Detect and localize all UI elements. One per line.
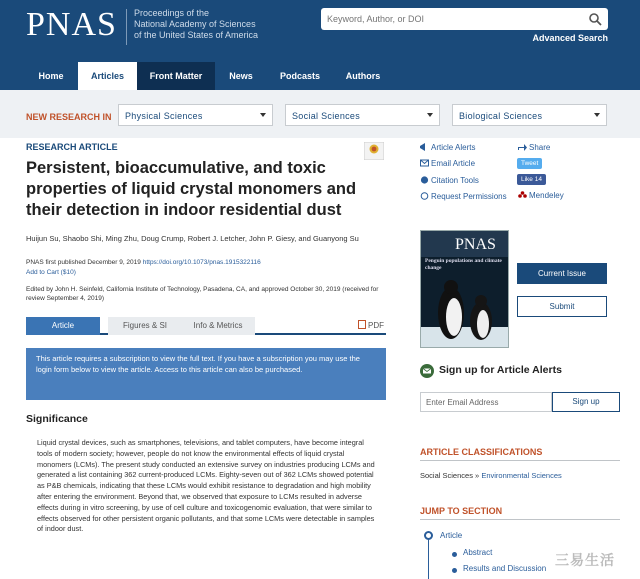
tab-article[interactable]: Article — [26, 317, 100, 335]
section-marker — [424, 531, 433, 540]
subscription-notice: This article requires a subscription to view the full text. If you have a subscription you may use the login form below to view the article. Access to this article can also be purchased. — [26, 348, 386, 400]
signup-button[interactable]: Sign up — [552, 392, 620, 412]
request-permissions-link[interactable] — [420, 192, 507, 201]
jump-heading: JUMP TO SECTION — [420, 506, 503, 516]
watermark: 三易生活 — [555, 552, 615, 568]
search-icon[interactable] — [588, 12, 602, 26]
tweet-button[interactable]: Tweet — [517, 158, 542, 169]
chevron-down-icon — [260, 113, 266, 117]
nav-articles[interactable]: Articles — [78, 62, 137, 90]
select-value: Biological Sciences — [459, 111, 543, 121]
tagline-line: of the United States of America — [134, 30, 259, 40]
article-alerts-link[interactable] — [420, 143, 475, 152]
jump-results[interactable]: Results and Discussion — [463, 564, 547, 573]
nav-authors[interactable]: Authors — [345, 71, 381, 81]
article-type: RESEARCH ARTICLE — [26, 142, 118, 152]
nav-home[interactable]: Home — [38, 71, 64, 81]
nav-news[interactable]: News — [229, 71, 253, 81]
citation-tools-link[interactable] — [420, 176, 479, 185]
site-tagline — [134, 8, 284, 41]
logo-divider — [126, 9, 127, 45]
envelope-icon — [420, 159, 429, 167]
nav-podcasts[interactable]: Podcasts — [279, 71, 321, 81]
mendeley-link[interactable] — [518, 191, 564, 200]
tool-label: Email Article — [431, 159, 476, 168]
divider — [420, 460, 620, 461]
section-dot — [452, 552, 457, 557]
publication-info — [26, 259, 261, 266]
physical-sciences-select[interactable] — [118, 104, 273, 126]
tab-info-metrics[interactable]: Info & Metrics — [181, 317, 255, 335]
article-title: Persistent, bioaccumulative, and toxic properties of liquid crystal monomers and their detection in indoor residential dust — [26, 159, 357, 219]
biological-sciences-select[interactable] — [452, 104, 607, 126]
current-issue-button[interactable]: Current Issue — [517, 263, 607, 284]
share-label: Share — [529, 143, 551, 152]
cover-subtitle: Penguin populations and climate change — [425, 258, 502, 271]
megaphone-icon — [420, 143, 429, 151]
edited-by: Edited by John H. Seinfeld, California Institute of Technology, Pasadena, CA, and approved October 30, 2019 (received for review September 4, 2019) — [26, 286, 379, 302]
article-tabs — [26, 317, 386, 335]
site-header — [0, 0, 640, 62]
published-date: PNAS first published December 9, 2019 — [26, 259, 141, 266]
cover-logo: PNAS — [455, 236, 496, 253]
chevron-down-icon — [594, 113, 600, 117]
tagline-line: National Academy of Sciences — [134, 19, 256, 29]
like-button[interactable] — [517, 174, 546, 185]
pdf-icon — [358, 320, 366, 329]
section-dot — [452, 568, 457, 573]
class-category[interactable]: Social Sciences — [420, 471, 473, 480]
tagline-line: Proceedings of the — [134, 8, 210, 18]
nav-front-matter[interactable]: Front Matter — [137, 62, 215, 90]
divider — [420, 519, 620, 520]
mendeley-label: Mendeley — [529, 191, 564, 200]
doi-link[interactable]: https://doi.org/10.1073/pnas.1915322116 — [142, 259, 261, 266]
classifications-heading: ARTICLE CLASSIFICATIONS — [420, 447, 543, 457]
classification-path — [420, 471, 562, 480]
tool-label: Citation Tools — [431, 176, 479, 185]
alerts-heading: Sign up for Article Alerts — [439, 364, 562, 376]
submit-button[interactable]: Submit — [517, 296, 607, 317]
author-list[interactable]: Huijun Su, Shaobo Shi, Ming Zhu, Doug Crump, Robert J. Letcher, John P. Giesy, and Guanyong Su — [26, 234, 359, 243]
journal-cover[interactable] — [420, 230, 509, 348]
like-label: Like — [521, 176, 533, 183]
quote-icon — [420, 176, 429, 184]
add-to-cart-link[interactable]: Add to Cart ($10) — [26, 269, 76, 276]
class-separator: » — [475, 471, 480, 480]
jump-abstract[interactable]: Abstract — [463, 548, 493, 557]
tool-label: Article Alerts — [431, 143, 476, 152]
chevron-down-icon — [427, 113, 433, 117]
pdf-link[interactable] — [358, 317, 384, 335]
email-input[interactable]: Enter Email Address — [420, 392, 552, 412]
share-icon — [518, 143, 527, 151]
class-link[interactable]: Environmental Sciences — [481, 471, 562, 480]
section-track — [428, 538, 429, 579]
new-research-bar — [0, 90, 640, 138]
envelope-icon — [420, 364, 434, 378]
email-article-link[interactable] — [420, 159, 475, 168]
pnas-logo[interactable]: PNAS — [26, 6, 117, 43]
significance-heading: Significance — [26, 413, 88, 425]
mendeley-icon — [518, 191, 527, 199]
share-link[interactable] — [518, 143, 550, 152]
pdf-label: PDF — [368, 321, 384, 330]
copyright-icon — [420, 192, 429, 200]
jump-article[interactable]: Article — [440, 531, 463, 540]
like-count: 14 — [534, 176, 542, 183]
significance-text: Liquid crystal devices, such as smartphones, televisions, and tablet computers, have become integral tools of modern society; however, people do not know the environmental effects of liquid crystal monomers (LCMs). The present study conducted an extensive survey on industries producing LCMs and generated a list containing 362 current-produced LCMs. Eighty-seven out of 362 LCMs showed potential as P&B chemicals, indicating that these LCMs would exhibit resistance to degradation and high mobility after entering the environment. Beyond that, we observed that exposure to LCMs resulted in adverse effects during in vitro screening, by use of cell culture and toxicogenomic evaluation, that were similar to effects observed for other persistent organic pollutants, and that some LCMs were detectable in samples of indoor dust. — [37, 438, 375, 534]
check-for-updates-icon[interactable] — [364, 142, 384, 160]
tool-label: Request Permissions — [431, 192, 507, 201]
new-research-label: NEW RESEARCH IN — [26, 112, 112, 122]
advanced-search-link[interactable]: Advanced Search — [532, 33, 608, 43]
social-sciences-select[interactable] — [285, 104, 440, 126]
search-input[interactable] — [321, 8, 571, 30]
tab-figures-si[interactable]: Figures & SI — [108, 317, 182, 335]
select-value: Social Sciences — [292, 111, 361, 121]
search-box — [321, 8, 608, 30]
main-nav — [0, 62, 640, 90]
select-value: Physical Sciences — [125, 111, 203, 121]
